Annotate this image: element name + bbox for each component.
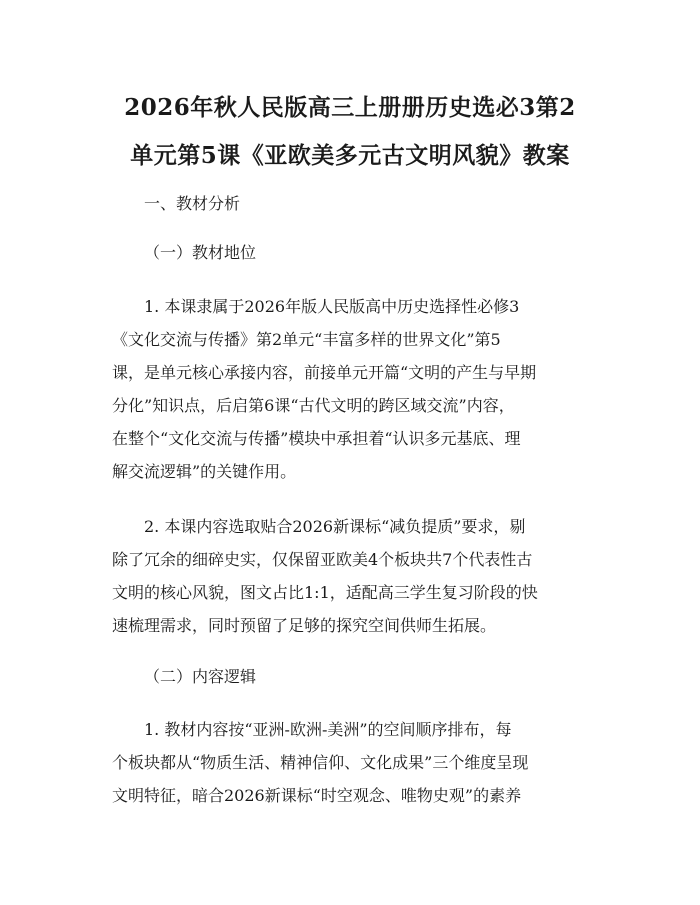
title-line-2: 单元第5课《亚欧美多元古文明风貌》教案 — [130, 142, 570, 169]
subsection-heading-content-logic: （二）内容逻辑 — [144, 667, 257, 686]
paragraph-line: 在整个“文化交流与传播”模块中承担着“认识多元基底、理 — [112, 429, 521, 448]
paragraph-logic-1 — [112, 713, 592, 812]
document-title — [90, 84, 610, 180]
section-heading-materials-analysis: 一、教材分析 — [144, 194, 241, 213]
paragraph-line: 个板块都从“物质生活、精神信仰、文化成果”三个维度呈现 — [112, 753, 529, 772]
paragraph-line: 速梳理需求，同时预留了足够的探究空间供师生拓展。 — [112, 616, 497, 635]
title-line-1: 2026年秋人民版高三上册册历史选必3第2 — [124, 94, 576, 121]
paragraph-line: 1. 教材内容按“亚洲-欧洲-美洲”的空间顺序排布，每 — [144, 720, 512, 739]
paragraph-line: 除了冗余的细碎史实，仅保留亚欧美4个板块共7个代表性古 — [112, 550, 533, 569]
paragraph-line: 文明的核心风貌，图文占比1:1，适配高三学生复习阶段的快 — [112, 583, 538, 602]
paragraph-line: 《文化交流与传播》第2单元“丰富多样的世界文化”第5 — [112, 330, 501, 349]
subsection-heading-material-status: （一）教材地位 — [144, 243, 257, 262]
paragraph-line: 文明特征，暗合2026新课标“时空观念、唯物史观”的素养 — [112, 786, 522, 805]
paragraph-status-1 — [112, 290, 592, 488]
paragraph-line: 分化”知识点，后启第6课“古代文明的跨区域交流”内容， — [112, 396, 515, 415]
paragraph-status-2 — [112, 510, 592, 642]
paragraph-line: 1. 本课隶属于2026年版人民版高中历史选择性必修3 — [144, 297, 520, 316]
paragraph-line: 课，是单元核心承接内容，前接单元开篇“文明的产生与早期 — [112, 363, 537, 382]
paragraph-line: 2. 本课内容选取贴合2026新课标“减负提质”要求，剔 — [144, 517, 526, 536]
paragraph-line: 解交流逻辑”的关键作用。 — [112, 462, 297, 481]
